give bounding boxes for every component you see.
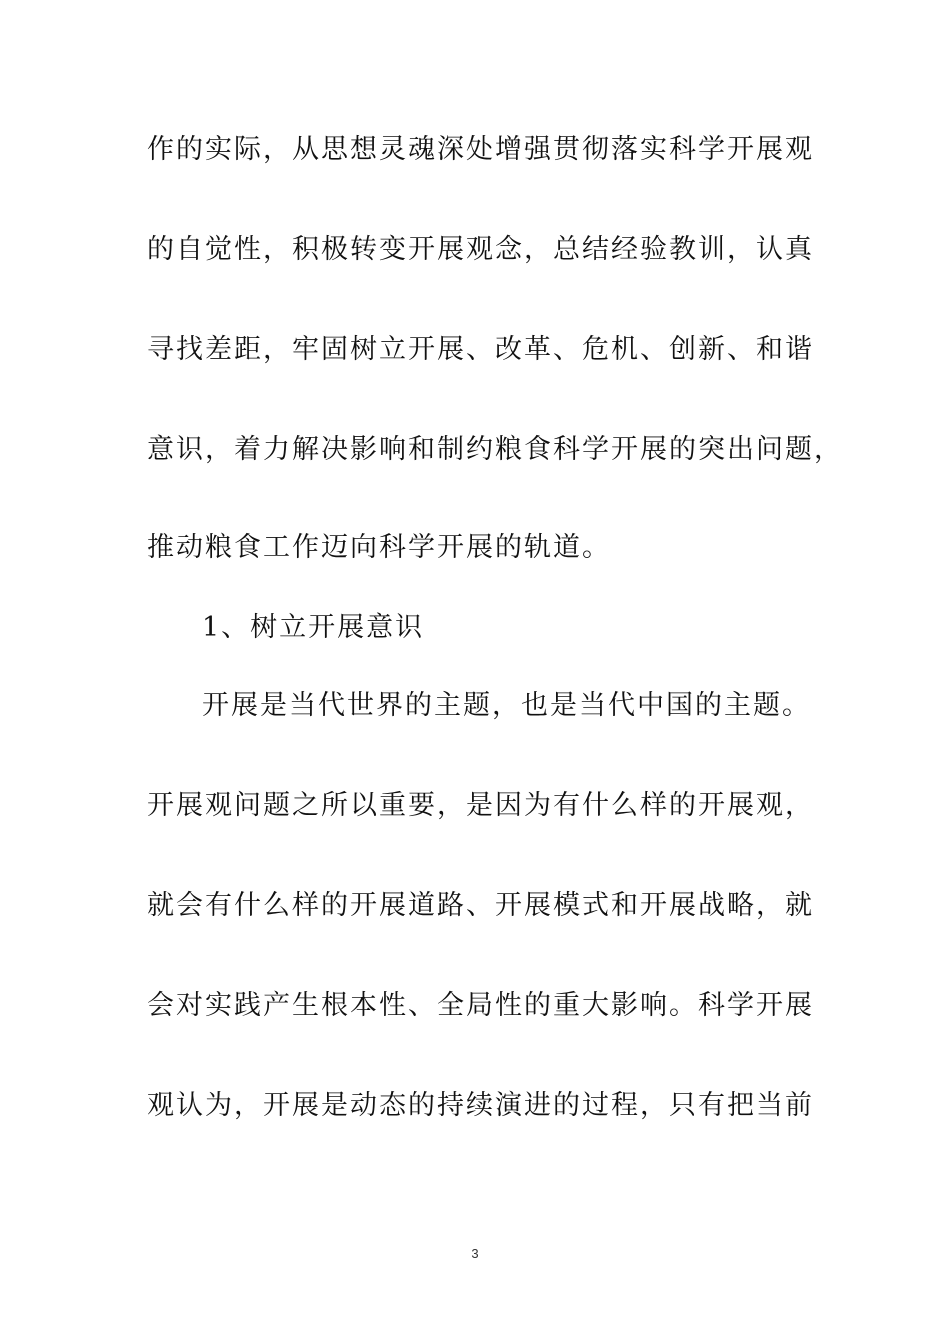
paragraph-line-8: 就会有什么样的开展道路、开展模式和开展战略，就 — [147, 890, 814, 921]
paragraph-line-7: 开展观问题之所以重要，是因为有什么样的开展观， — [147, 790, 814, 821]
paragraph-line-3: 寻找差距，牢固树立开展、改革、危机、创新、和谐 — [147, 334, 814, 365]
paragraph-line-1: 作的实际，从思想灵魂深处增强贯彻落实科学开展观 — [147, 134, 814, 165]
paragraph-line-9: 会对实践产生根本性、全局性的重大影响。科学开展 — [147, 990, 814, 1021]
paragraph-line-2: 的自觉性，积极转变开展观念，总结经验教训，认真 — [147, 234, 814, 265]
paragraph-line-4: 意识，着力解决影响和制约粮食科学开展的突出问题， — [147, 434, 843, 465]
page-number: 3 — [471, 1246, 479, 1261]
section-heading: 1、树立开展意识 — [202, 612, 425, 643]
paragraph-line-6: 开展是当代世界的主题，也是当代中国的主题。 — [202, 690, 811, 721]
paragraph-line-10: 观认为，开展是动态的持续演进的过程，只有把当前 — [147, 1090, 814, 1121]
paragraph-line-5: 推动粮食工作迈向科学开展的轨道。 — [147, 532, 611, 563]
